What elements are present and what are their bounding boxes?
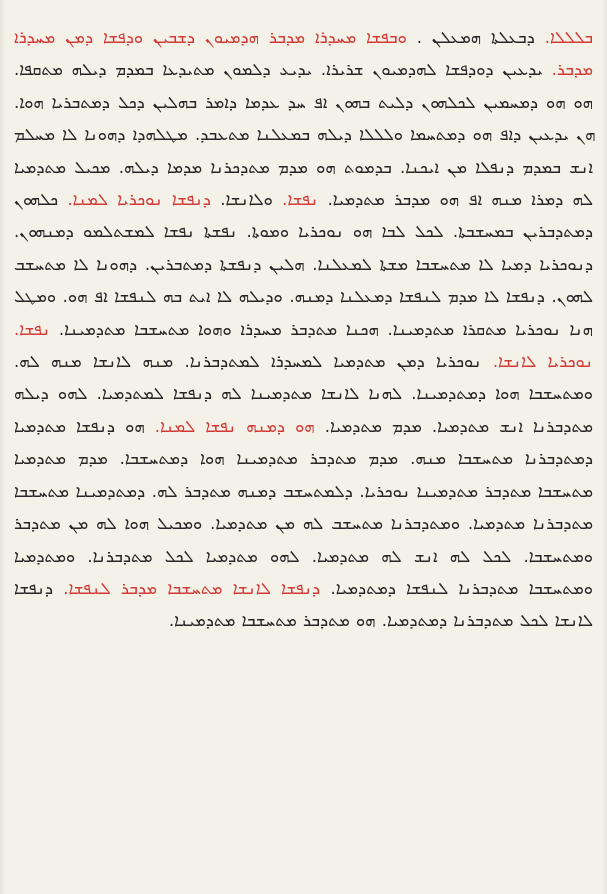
rubric-heading: ܢܘܟܪܝܐ ܠܐܢܫܐ. [492, 352, 594, 372]
body-text: ܟܠܗܘܢ ܕܡܬܕܒܪܝܢ ܒܡܚܫܒܬܐ. ܠܟܠ ܠܒܐ ܗܘ ܢܘܟܪܝܐ ܘܡܘܬܐ. ܢܦܫܬܐ ܢܦܫܐ ܠܡܫܬܠܡܘ ܕܡܢܗܘܢ. ܕܢܘܟܪܝܐ ܕܡܝܐ ܠܐ ܡܬܚܫܒܐ ܡܫܬܐ ܠܡܥܠܢܐ. ܗܠܝܢ ܕܢܦܫܬܐ ܕܡܬܒܪܝܢ. ܕܗܘܢܐ ܠܐ ܡܬܚܫܒ ܠܗܘܢ. ܕܢܦܫܐ ܠܐ ܡܕܡ ܠܢܦܫܐ ܕܡܥܠܢܐ ܕܡܢܗ. ܘܕܝܠܗ ܠܐ ܐܝܬ ܒܗ ܠܢܦܫܐ ܐܦ ܗܘ. ܘܡܛܠ ܗܢܐ ܢܘܟܪܝܐ ܡܬܩܪܐ ܡܬܕܡܝܢܐ. ܗܟܢܐ ܡܬܕܒܪ ܡܚܕܪܐ ܘܗܘܐ ܡܬܚܫܒܐ ܡܬܕܡܝܢܐ. [14, 190, 593, 339]
page-fold-left-shadow [0, 0, 6, 894]
rubric-heading: ܘܒܦܫܐ ܡܚܕܪܐ ܡܕܒܪ ܗܕܡܝܘܢ ܕܫܒܝܢ ܘܕܦܫܐ ܕܡܢ ܡܚܕܪܐ ܡܕܒܪ. [14, 28, 593, 80]
body-text: ܗܘ ܕܢܦܫܐ ܡܬܕܡܝܐ ܕܡܬܕܒܪܢܐ ܡܬܚܫܒܐ ܡܢܗ. ܡܕܡ ܡܬܕܒܪ ܡܬܕܡܝܢܐ ܗܘܐ ܕܡܬܚܫܒܐ. ܡܕܡ ܡܬܕܡܝܐ ܡܬܚܫܒܐ ܡܬܕܒܪ ܡܬܕܡܝܢܐ ܢܘܟܪܝܐ. ܕܠܡܬܚܫܒ ܕܡܢܗ ܡܬܕܒܪ ܠܗ. ܕܡܬܕܡܝܢܐ ܡܬܚܫܒܐ ܡܬܕܒܪܢܐ ܡܬܕܡܝܐ. ܘܡܬܕܒܪܢܐ ܡܬܚܫܒ ܠܗ ܡܢ ܡܬܕܡܝܐ. ܘܡܟܝܠ ܗܘܐ ܠܗ ܡܢ ܡܬܕܒܪ ܘܡܬܚܫܒܐ. ܠܟܠ ܠܗ ܐܢܫ ܠܗ ܡܬܕܡܝܐ. ܠܗܘ ܡܬܕܡܝܐ ܠܟܠ ܡܬܕܒܪܢܐ. ܘܡܬܕܡܝܐ ܘܡܬܚܫܒܐ ܡܬܕܒܪܢܐ ܠܢܦܫܐ ܕܡܬܕܡܝܐ. [14, 416, 594, 598]
rubric-heading: ܗܘ ܕܡܢܗ ܢܦܫܐ ܠܡܢܐ. [154, 416, 315, 436]
page-fold-right-shadow [602, 0, 607, 894]
syriac-text-body [14, 22, 593, 638]
rubric-heading: ܕܢܦܫܐ ܠܐܢܫܐ ܡܬܚܫܒܐ ܡܕܒܪ ܠܢܦܫܐ. [63, 578, 321, 598]
body-text: ܘܠܐܢܫܐ. [220, 190, 273, 210]
body-text: ܝܕܥܝܢ ܕܘܕܦܫܐ ܠܗܕܡܝܘܢ ܫܪܝܪܐ. ܝܕܝܥ ܕܠܡܘܢ ܡܬܝܕܥܐ ܒܡܕܡ ܕܝܠܗ ܡܬܩܦܐ. ܗܘ ܗܘ ܕܡܚܡܝܢ ܠܟܠܗܘܢ ܕܠܝܬ ܒܗܘܢ ܐܦ ܚܕ ܥܕܡܐ ܕܐܡܪ ܒܗܠܝܢ ܕܟܠ ܕܡܬܒܪܝܐ ܗܘܐ. ܗܢ ܝܕܥܝܢ ܕܐܦ ܗܘ ܕܡܬܚܡܐ ܘܠܠܠܐ ܕܝܠܗ ܒܡܥܠܢܐ ܡܬܥܒܕ. ܡܛܠܗܕܐ ܕܗܘܢܐ ܠܐ ܡܚܠܡ ܐܢܫ ܒܡܕܡ ܕܢܦܠܐ ܡܢ ܐܝܟܢܐ. ܒܕܡܘܬ ܗܘ ܡܕܡ ܡܬܕܟܪܢܐ ܡܕܡܐ ܕܝܠܗ. ܡܟܝܠ ܡܬܕܡܝܐ ܠܗ ܕܡܪܐ ܡܢܗ ܐܦ ܗܘ ܡܕܒܪ ܡܬܕܡܝܐ. [14, 60, 594, 210]
body-text: ܕܒܥܠܬܐ ܗܡܥܠܢ . [416, 28, 535, 47]
rubric-heading: ܢܦܫܐ. [282, 190, 319, 210]
body-text: ܕܢܦܫܐ ܠܐܢܫܐ ܠܟܠ ܡܬܕܒܪܢܐ ܕܡܬܕܡܝܐ. ܗܘ ܡܬܕܒܪ ܡܬܚܫܒܐ ܡܬܕܡܝܢܐ. [14, 578, 593, 631]
body-text: ܢܘܟܪܝܐ ܕܡܢ ܡܬܕܡܝܐ ܠܡܚܕܪܐ ܠܡܬܕܒܪܢܐ. ܡܢܗ ܠܐܢܫܐ ܡܢܗ ܠܗ. ܘܡܬܚܫܒܐ ܗܘܐ ܕܡܬܕܡܝܢܐ. ܠܗܢܐ ܠܐܢܫܐ ܡܬܕܡܝܢܐ ܠܗ ܕܢܦܫܐ ܠܡܬܕܡܝܐ. ܠܗܘ ܕܝܠܗ ܡܬܕܒܪܢܐ ܐܢܫ ܡܬܕܡܝܐ. ܡܕܡ ܡܬܕܡܝܐ. [14, 352, 593, 436]
rubric-heading: ܕܢܦܫܐ ܢܘܟܪܝܐ ܠܡܢܐ. [67, 190, 211, 210]
rubric-heading: ܢܦܫܐ. [14, 319, 51, 339]
rubric-heading: ܒܠܠܠܐ. [544, 28, 593, 47]
